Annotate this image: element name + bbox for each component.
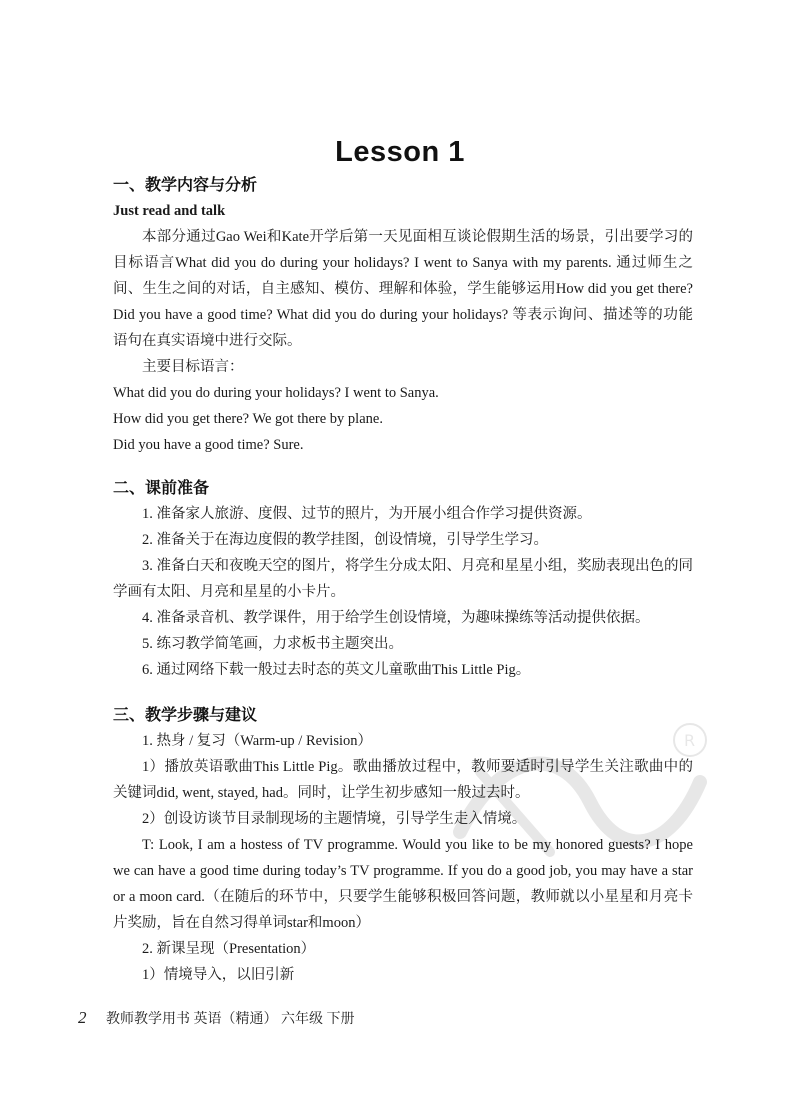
dialogue-paragraph: T: Look, I am a hostess of TV programme. Would you like to be my honored guests? I hope we can have a good time during today’s TV programme. If you do a good job, you may have a star or a moon card.（在随后的环节中，只要学生能够积极回答问题，教师就以小星星和月亮卡片奖励，旨在自然习得单词star和moon） bbox=[113, 837, 693, 931]
step-heading: 1. 热身 / 复习（Warm-up / Revision） bbox=[142, 733, 373, 749]
section3-heading: 三、教学步骤与建议 bbox=[113, 705, 258, 724]
prep-item: 1. 准备家人旅游、度假、过节的照片，为开展小组合作学习提供资源。 bbox=[142, 506, 592, 522]
section2-heading: 二、课前准备 bbox=[113, 478, 210, 497]
target-sentence: What did you do during your holidays? I went to Sanya. bbox=[113, 385, 439, 401]
step-heading: 2. 新课呈现（Presentation） bbox=[142, 941, 316, 957]
target-sentence: Did you have a good time? Sure. bbox=[113, 437, 304, 453]
section1-subheading: Just read and talk bbox=[113, 203, 226, 219]
lesson-title: Lesson 1 bbox=[335, 136, 465, 168]
prep-item: 6. 通过网络下载一般过去时态的英文儿童歌曲This Little Pig。 bbox=[142, 662, 531, 678]
publisher-watermark bbox=[440, 712, 720, 872]
section1-paragraph: 本部分通过Gao Wei和Kate开学后第一天见面相互谈论假期生活的场景，引出要学习的目标语言What did you do during your holidays? I went to Sanya with my parents. 通过师生之间、生生之间的对话，自主感知、模仿、理解和体验，学生能够运用How did you get there? Did you have a good time? What did you do during your holidays? 等表示询问、描述等的功能语句在真实语境中进行交际。 bbox=[113, 229, 693, 349]
prep-item: 3. 准备白天和夜晚天空的图片，将学生分成太阳、月亮和星星小组，奖励表现出色的同学画有太阳、月亮和星星的小卡片。 bbox=[113, 558, 693, 600]
prep-item: 4. 准备录音机、教学课件，用于给学生创设情境，为趣味操练等活动提供依据。 bbox=[142, 610, 650, 626]
page-number: 2 bbox=[78, 1008, 87, 1027]
prep-item: 2. 准备关于在海边度假的教学挂图，创设情境，引导学生学习。 bbox=[142, 532, 548, 548]
prep-item: 5. 练习教学简笔画，力求板书主题突出。 bbox=[142, 636, 403, 652]
step-item: 1）播放英语歌曲This Little Pig。歌曲播放过程中，教师要适时引导学生关注歌曲中的关键词did, went, stayed, had。同时，让学生初步感知一般过去时。 bbox=[113, 759, 693, 801]
svg-text:R: R bbox=[684, 731, 696, 750]
page-footer bbox=[78, 1008, 355, 1028]
step-item: 2）创设访谈节目录制现场的主题情境，引导学生走入情境。 bbox=[142, 811, 527, 827]
book-title: 教师教学用书 英语（精通） 六年级 下册 bbox=[106, 1012, 355, 1027]
target-sentence: How did you get there? We got there by plane. bbox=[113, 411, 383, 427]
section1-heading: 一、教学内容与分析 bbox=[113, 175, 258, 194]
target-language-label: 主要目标语言： bbox=[142, 359, 244, 375]
step-item: 1）情境导入，以旧引新 bbox=[142, 967, 295, 983]
